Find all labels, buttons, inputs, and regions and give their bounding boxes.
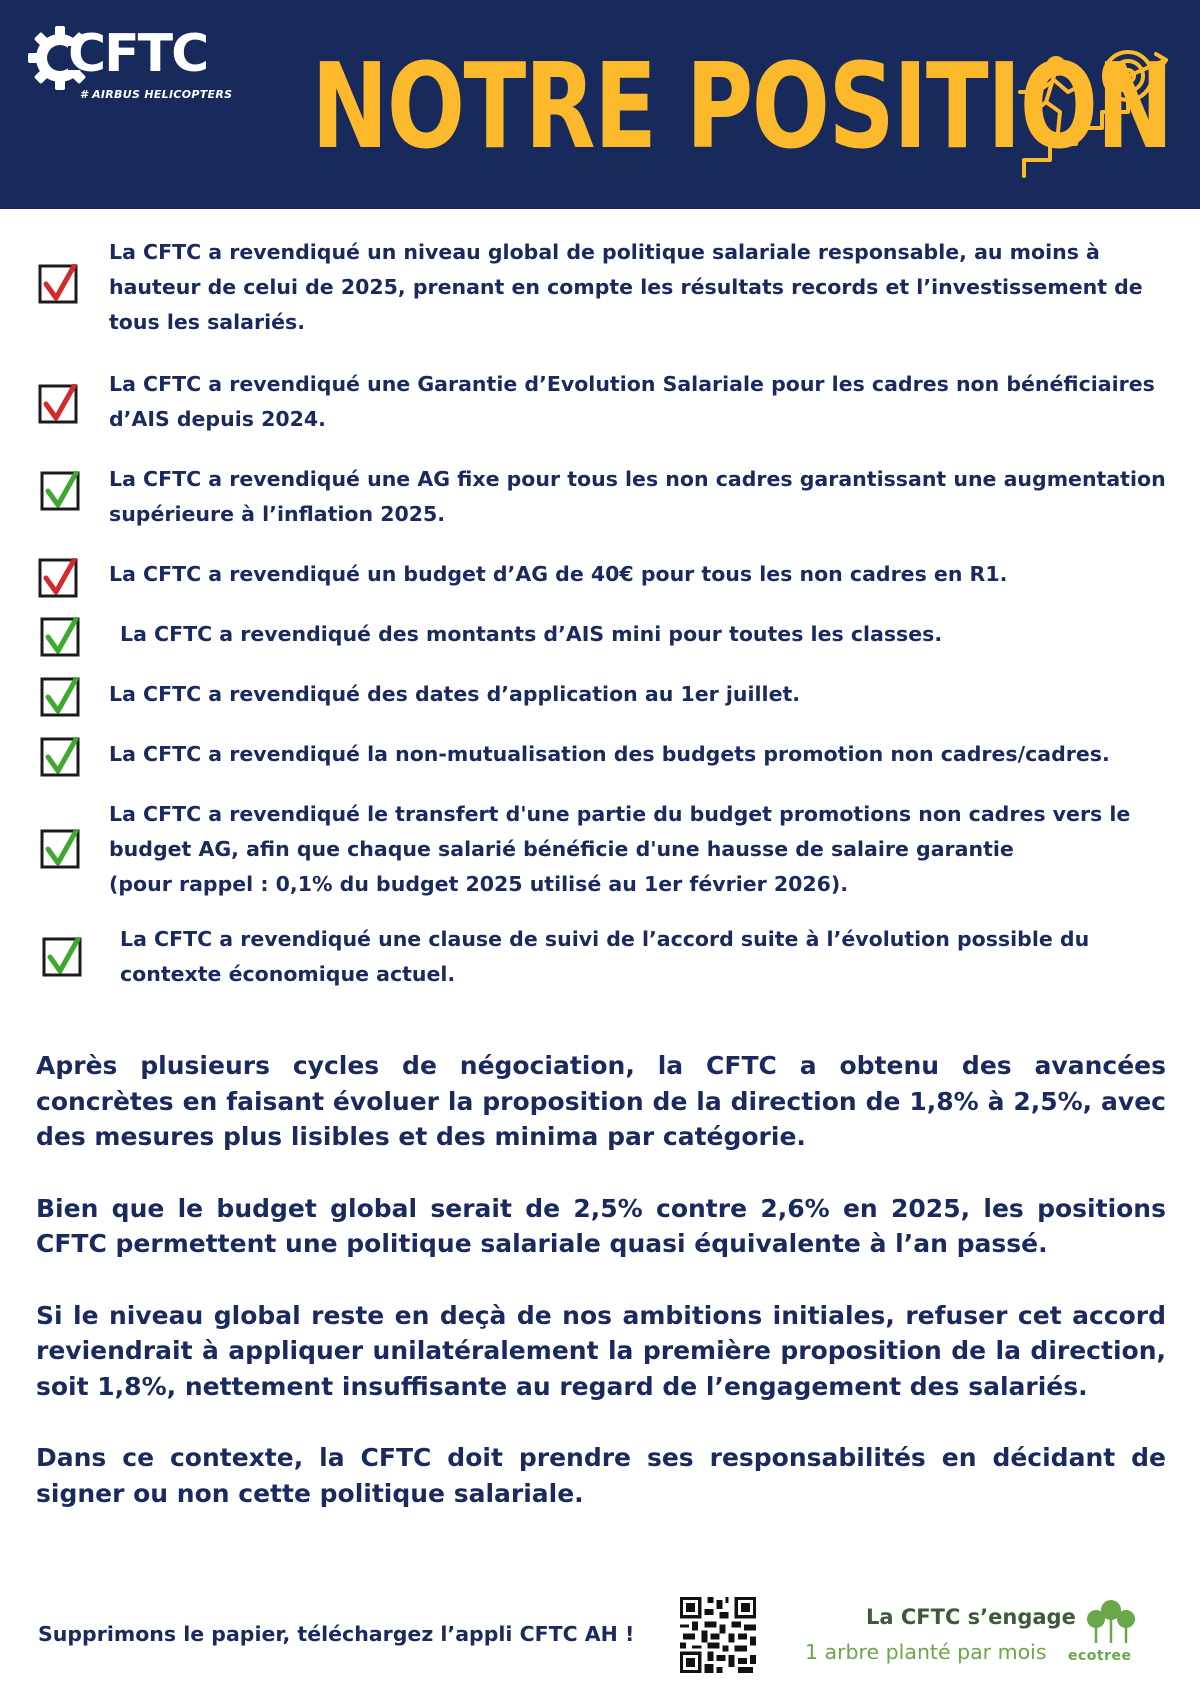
list-item-text: La CFTC a revendiqué des dates d’application au 1er juillet. <box>109 682 801 706</box>
paragraph: Si le niveau global reste en deçà de nos ambitions initiales, refuser cet accord reviendrait à appliquer unilatéralement la première proposition de la direction, soit 1,8%, nettement insuffisante au regard de l’engagement des salariés. <box>36 1300 1166 1401</box>
paragraph: Après plusieurs cycles de négociation, la CFTC a obtenu des avancées concrètes en faisant évoluer la proposition de la direction de 1,8% à 2,5%, avec des mesures plus lisibles et des minima par catégorie. <box>36 1051 1166 1151</box>
tree-planting-text: 1 arbre planté par mois <box>805 1640 1047 1664</box>
app-download-text: Supprimons le papier, téléchargez l’appli CFTC AH ! <box>38 1622 635 1646</box>
red-checkmark-icon <box>38 558 78 598</box>
green-checkmark-icon <box>40 737 80 777</box>
qr-code-icon[interactable] <box>680 1597 756 1673</box>
list-item-text: La CFTC a revendiqué un niveau global de politique salariale responsable, au moins à hauteur de celui de 2025, prenant en compte les résultats records et l’investissement de tous les salariés. <box>109 240 1143 334</box>
paragraph: Dans ce contexte, la CFTC doit prendre ses responsabilités en décidant de signer ou non cette politique salariale. <box>36 1443 1166 1508</box>
list-item-text: La CFTC a revendiqué une AG fixe pour tous les non cadres garantissant une augmentation supérieure à l’inflation 2025. <box>109 467 1166 526</box>
list-item-text: La CFTC a revendiqué le transfert d'une partie du budget promotions non cadres vers le budget AG, afin que chaque salarié bénéficie d'une hausse de salaire garantie (pour rappel : 0,1% du budget 2025 utilisé au 1er février 2026). <box>109 802 1131 896</box>
paragraph: Bien que le budget global serait de 2,5% contre 2,6% en 2025, les positions CFTC permettent une politique salariale quasi équivalente à l’an passé. <box>36 1193 1166 1258</box>
ecotree-logo-text: ecotree <box>1068 1648 1132 1664</box>
logo-subtitle: # AIRBUS HELICOPTERS <box>80 88 233 101</box>
red-checkmark-icon <box>38 384 78 424</box>
green-checkmark-icon <box>40 617 80 657</box>
climbing-stairs-target-icon <box>1010 40 1170 180</box>
logo-text: CFTC <box>68 24 208 84</box>
red-checkmark-icon <box>38 264 78 304</box>
engagement-text: La CFTC s’engage <box>866 1605 1076 1629</box>
cftc-logo[interactable] <box>24 22 233 102</box>
green-checkmark-icon <box>40 471 80 511</box>
page-title: NOTRE POSITION <box>311 37 1172 175</box>
list-item-text: La CFTC a revendiqué des montants d’AIS mini pour toutes les classes. <box>120 622 943 646</box>
green-checkmark-icon <box>40 677 80 717</box>
list-item-text: La CFTC a revendiqué la non-mutualisation des budgets promotion non cadres/cadres. <box>109 742 1110 766</box>
list-item-text: La CFTC a revendiqué un budget d’AG de 40€ pour tous les non cadres en R1. <box>109 562 1008 586</box>
green-checkmark-icon <box>42 937 82 977</box>
green-checkmark-icon <box>40 829 80 869</box>
header-banner <box>0 0 1200 209</box>
list-item-text: La CFTC a revendiqué une clause de suivi de l’accord suite à l’évolution possible du contexte économique actuel. <box>120 927 1090 986</box>
list-item-text: La CFTC a revendiqué une Garantie d’Evolution Salariale pour les cadres non bénéficiaires d’AIS depuis 2024. <box>109 372 1155 431</box>
conclusion-text <box>36 1048 1166 1547</box>
